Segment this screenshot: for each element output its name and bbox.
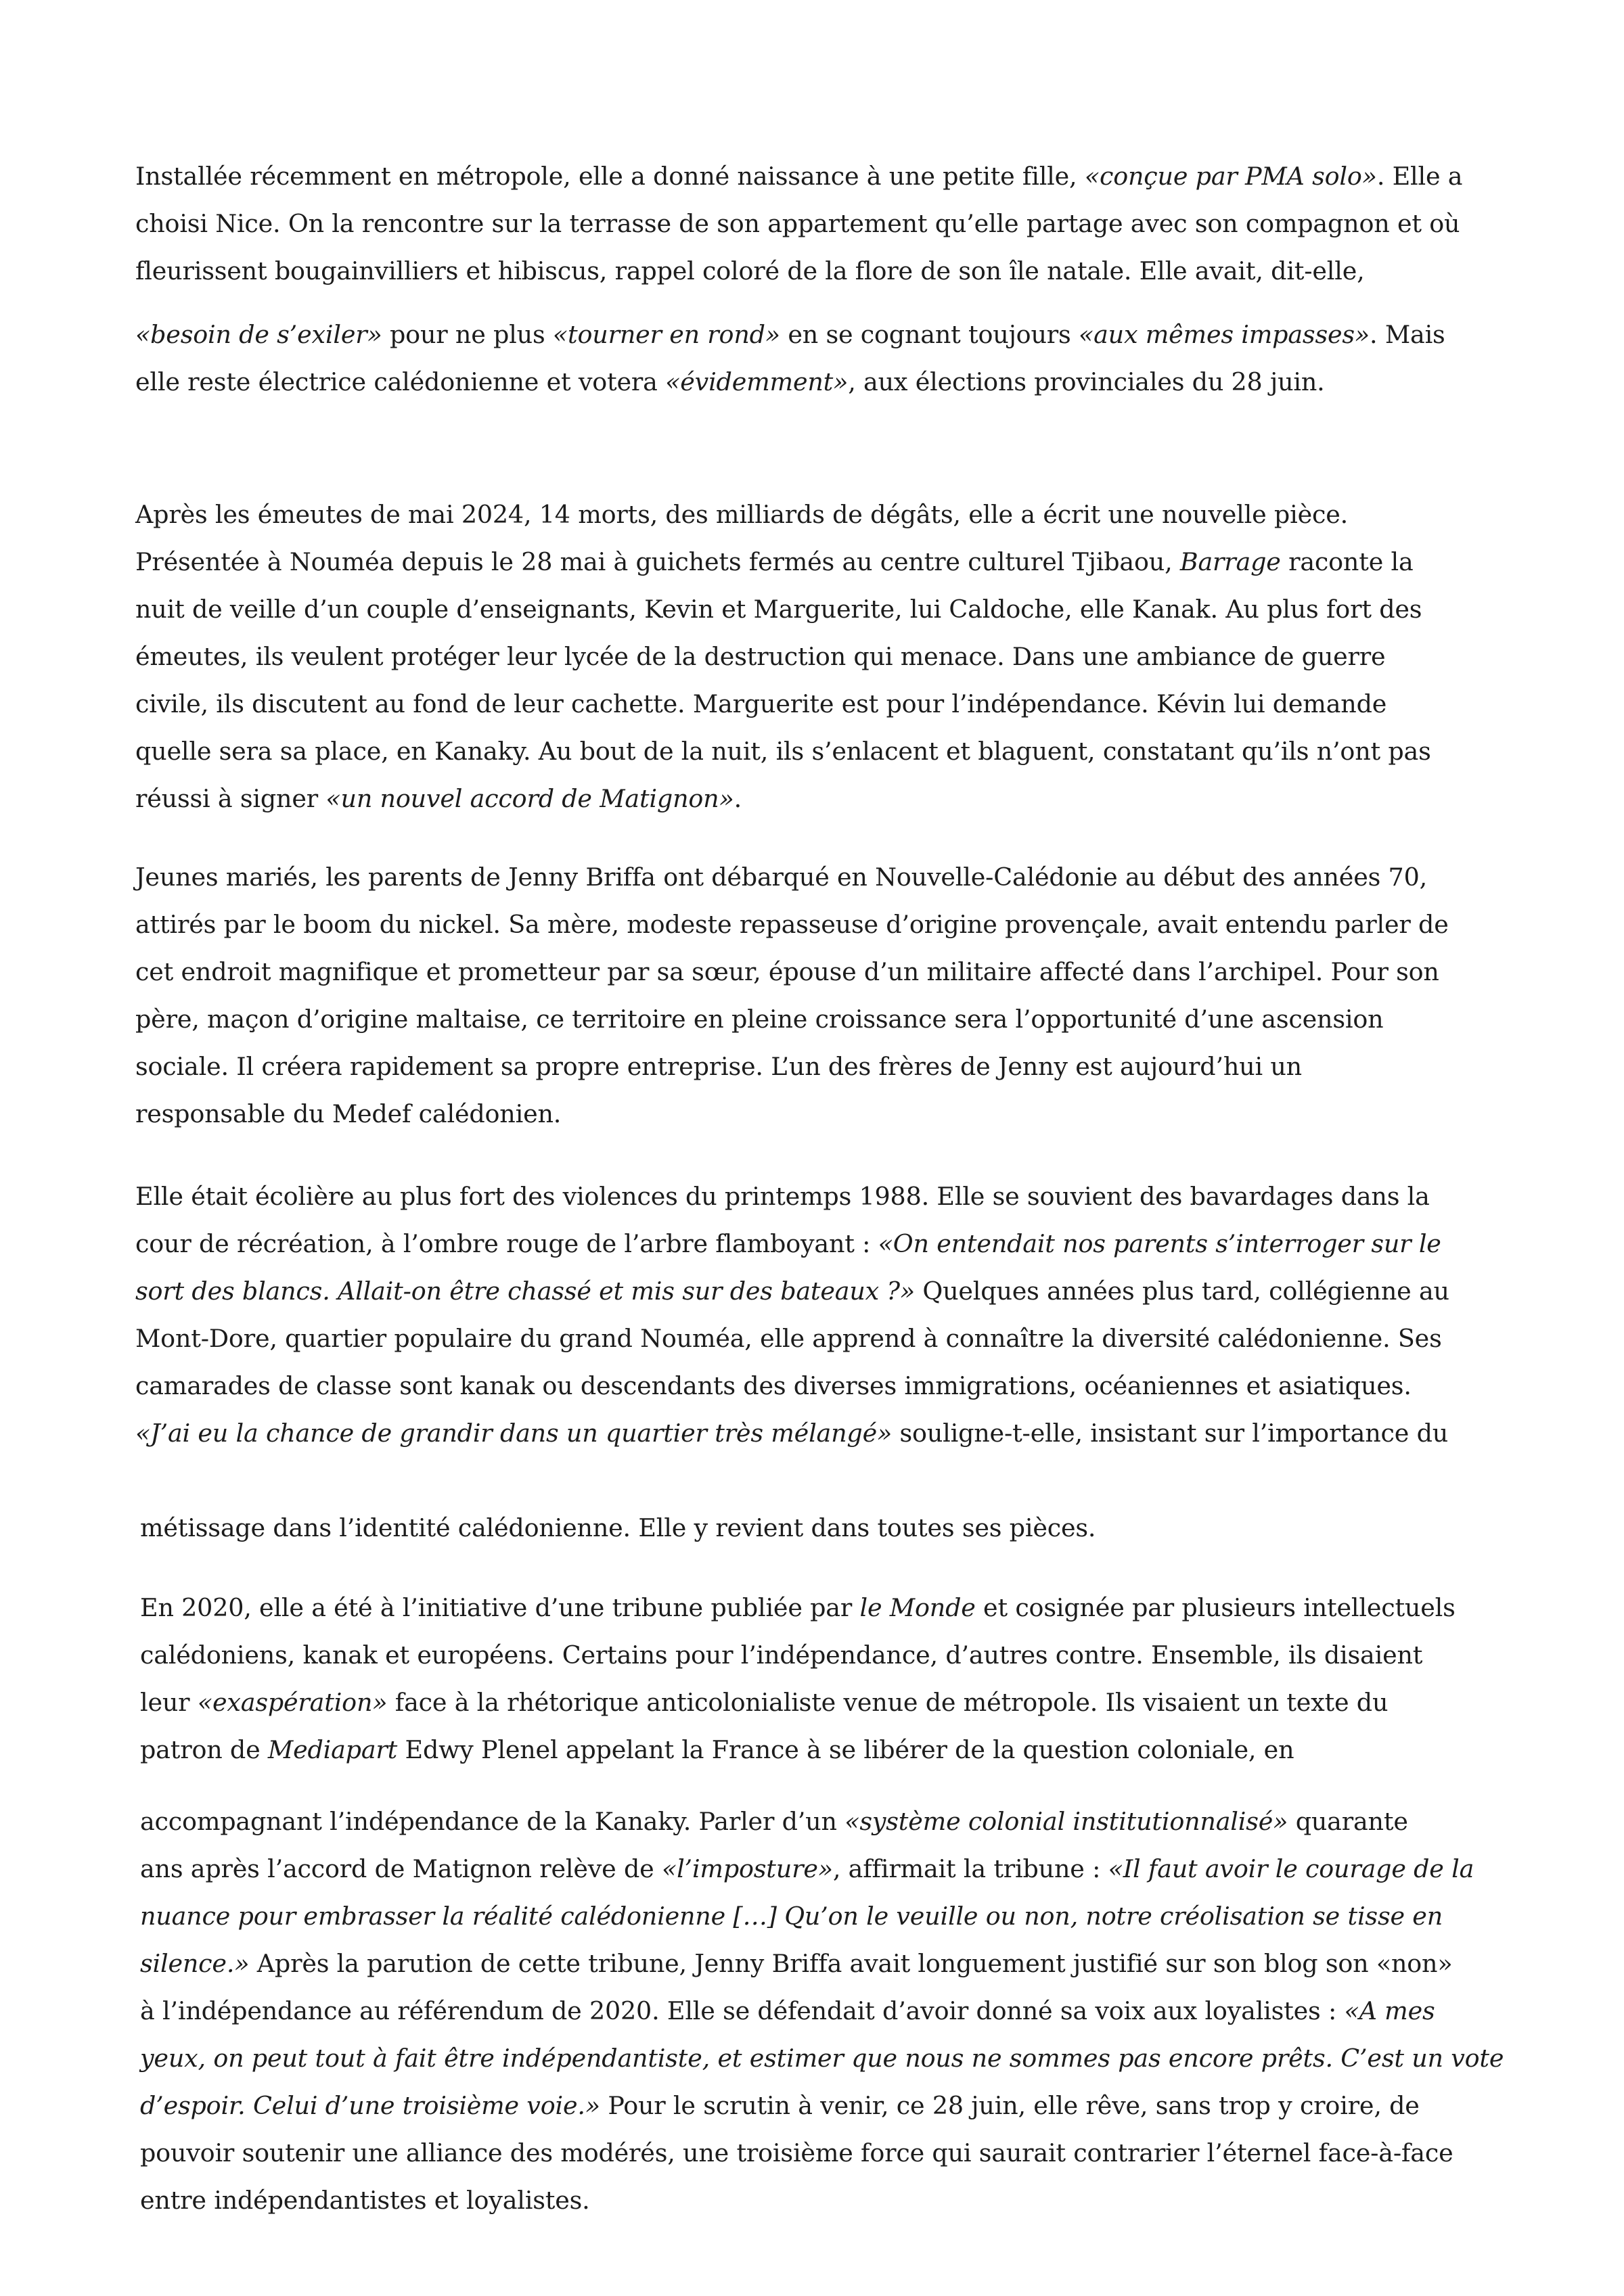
text-run: entre indépendantistes et loyalistes. [140,2186,590,2215]
text-run: civile, ils discutent au fond de leur cachette. Marguerite est pour l’indépendance. Kévin lui demande [135,689,1387,718]
text-run: pouvoir soutenir une alliance des modérés, une troisième force qui saurait contrarier l’éternel face-à-face [140,2138,1453,2167]
text-run: Edwy Plenel appelant la France à se libérer de la question coloniale, en [397,1735,1294,1764]
text-line [135,153,1462,200]
text-line [135,311,1462,359]
text-line [140,1798,1466,1845]
text-line [135,728,1462,775]
text-run: Présentée à Nouméa depuis le 28 mai à guichets fermés au centre culturel Tjibaou, [135,547,1180,576]
text-run: . [734,784,742,813]
text-line [140,1584,1466,1632]
text-run: sociale. Il créera rapidement sa propre entreprise. L’un des frères de Jenny est aujourd’hui un [135,1052,1302,1081]
italic-quote: sort des blancs. Allait-on être chassé et mis sur des bateaux ?» [135,1277,915,1306]
italic-quote: yeux, on peut tout à fait être indépendantiste, et estimer que nous ne sommes pas encore prêts. C’est un vote [140,2044,1504,2073]
text-line [140,2177,1466,2224]
text-line [135,681,1462,728]
text-line [135,248,1462,295]
text-run: pour ne plus [382,320,553,349]
text-line [135,1268,1462,1315]
text-line [140,1988,1466,2035]
italic-quote: «exaspération» [197,1688,388,1717]
text-run: raconte la [1280,547,1414,576]
text-run: face à la rhétorique anticolonialiste venue de métropole. Ils visaient un texte du [387,1688,1389,1717]
text-line [140,1632,1466,1679]
text-line [135,854,1462,901]
text-line [135,1090,1462,1138]
text-run: Après la parution de cette tribune, Jenny Briffa avait longuement justifié sur son blog son «non» [249,1949,1453,1978]
text-run: ans après l’accord de Matignon relève de [140,1854,662,1883]
text-line [135,633,1462,681]
article-paragraph [135,491,1462,823]
text-run: fleurissent bougainvilliers et hibiscus, rappel coloré de la flore de son île natale. Elle avait, dit-elle, [135,256,1365,285]
text-line [135,586,1462,633]
text-line [135,996,1462,1043]
article-paragraph [135,854,1462,1138]
text-run: . Mais [1370,320,1445,349]
text-run: Pour le scrutin à venir, ce 28 juin, elle rêve, sans trop y croire, de [600,2091,1420,2120]
italic-quote: «aux mêmes impasses» [1078,320,1370,349]
italic-quote: «Il faut avoir le courage de la [1108,1854,1474,1883]
text-run: cet endroit magnifique et prometteur par sa sœur, épouse d’un militaire affecté dans l’archipel. Pour son [135,957,1439,986]
italic-quote: Barrage [1179,547,1281,576]
text-run: En 2020, elle a été à l’initiative d’une tribune publiée par [140,1593,860,1622]
article-paragraph [135,1173,1462,1457]
text-run: souligne-t-elle, insistant sur l’importance du [892,1419,1449,1448]
italic-quote: silence.» [140,1949,250,1978]
italic-quote: «J’ai eu la chance de grandir dans un quartier très mélangé» [135,1419,893,1448]
text-run: Jeunes mariés, les parents de Jenny Briffa ont débarqué en Nouvelle-Calédonie au début des années 70, [135,863,1427,892]
italic-quote: le Monde [859,1593,976,1622]
text-run: leur [140,1688,198,1717]
text-line [135,1362,1462,1410]
italic-quote: «besoin de s’exiler» [135,320,382,349]
text-run: à l’indépendance au référendum de 2020. Elle se défendait d’avoir donné sa voix aux loyalistes : [140,1996,1345,2025]
italic-quote: «conçue par PMA solo» [1084,162,1377,191]
italic-quote: «l’imposture» [661,1854,833,1883]
text-line [140,1679,1466,1726]
text-run: réussi à signer [135,784,326,813]
article-paragraph [140,1584,1466,1774]
italic-quote: «A mes [1344,1996,1435,2025]
text-run: patron de [140,1735,268,1764]
text-run: métissage dans l’identité calédonienne. Elle y revient dans toutes ses pièces. [140,1513,1096,1542]
italic-quote: Mediapart [267,1735,398,1764]
text-line [135,775,1462,823]
text-line [135,901,1462,948]
italic-quote: «un nouvel accord de Matignon» [325,784,734,813]
text-run: Installée récemment en métropole, elle a donné naissance à une petite fille, [135,162,1085,191]
text-run: en se cognant toujours [780,320,1079,349]
text-run: nuit de veille d’un couple d’enseignants, Kevin et Marguerite, lui Caldoche, elle Kanak. Au plus fort des [135,595,1422,624]
text-line [140,2035,1504,2082]
text-line [135,200,1462,248]
text-line [135,1315,1462,1362]
text-run: responsable du Medef calédonien. [135,1099,562,1128]
text-line [135,1043,1462,1090]
article-paragraph [135,153,1462,295]
text-run: , aux élections provinciales du 28 juin. [848,367,1325,396]
text-run: et cosignée par plusieurs intellectuels [975,1593,1456,1622]
text-run: cour de récréation, à l’ombre rouge de l’arbre flamboyant : [135,1229,878,1258]
text-line [135,538,1462,586]
text-run: quarante [1288,1807,1408,1836]
text-line [140,1893,1466,1940]
text-line [140,2130,1466,2177]
text-run: accompagnant l’indépendance de la Kanaky. Parler d’un [140,1807,845,1836]
text-run: , affirmait la tribune : [832,1854,1108,1883]
text-run: attirés par le boom du nickel. Sa mère, modeste repasseuse d’origine provençale, avait entendu parler de [135,910,1449,939]
article-paragraph [140,1798,1504,2224]
text-line [140,1845,1474,1893]
text-run: choisi Nice. On la rencontre sur la terrasse de son appartement qu’elle partage avec son compagnon et où [135,209,1460,238]
text-run: calédoniens, kanak et européens. Certains pour l’indépendance, d’autres contre. Ensemble, ils disaient [140,1640,1423,1670]
text-line [135,1220,1462,1268]
italic-quote: «système colonial institutionnalisé» [844,1807,1288,1836]
text-run: quelle sera sa place, en Kanaky. Au bout de la nuit, ils s’enlacent et blaguent, constatant qu’ils n’ont pas [135,737,1431,766]
text-run: émeutes, ils veulent protéger leur lycée de la destruction qui menace. Dans une ambiance de guerre [135,642,1386,671]
text-line [135,1173,1462,1220]
italic-quote: «évidemment» [665,367,849,396]
article-paragraph [140,1505,1466,1552]
text-run: Elle était écolière au plus fort des violences du printemps 1988. Elle se souvient des bavardages dans la [135,1182,1430,1211]
text-run: . Elle a [1376,162,1463,191]
text-line [135,1410,1462,1457]
text-run: elle reste électrice calédonienne et votera [135,367,666,396]
text-run: camarades de classe sont kanak ou descendants des diverses immigrations, océaniennes et asiatiques. [135,1371,1412,1400]
text-line [140,1505,1466,1552]
italic-quote: d’espoir. Celui d’une troisième voie.» [140,2091,600,2120]
text-line [135,359,1462,406]
text-run: Après les émeutes de mai 2024, 14 morts, des milliards de dégâts, elle a écrit une nouvelle pièce. [135,500,1349,529]
article-paragraph [135,311,1462,406]
text-run: Mont-Dore, quartier populaire du grand Nouméa, elle apprend à connaître la diversité calédonienne. Ses [135,1324,1442,1353]
text-line [140,1726,1466,1774]
italic-quote: nuance pour embrasser la réalité calédonienne […] Qu’on le veuille ou non, notre créolisation se tisse en [140,1902,1443,1931]
italic-quote: «On entendait nos parents s’interroger sur le [878,1229,1441,1258]
text-run: Quelques années plus tard, collégienne au [914,1277,1449,1306]
italic-quote: «tourner en rond» [552,320,780,349]
text-line [135,491,1462,538]
text-line [135,948,1462,996]
text-line [140,1940,1466,1988]
text-line [140,2082,1466,2130]
text-run: père, maçon d’origine maltaise, ce territoire en pleine croissance sera l’opportunité d’une ascension [135,1005,1384,1034]
